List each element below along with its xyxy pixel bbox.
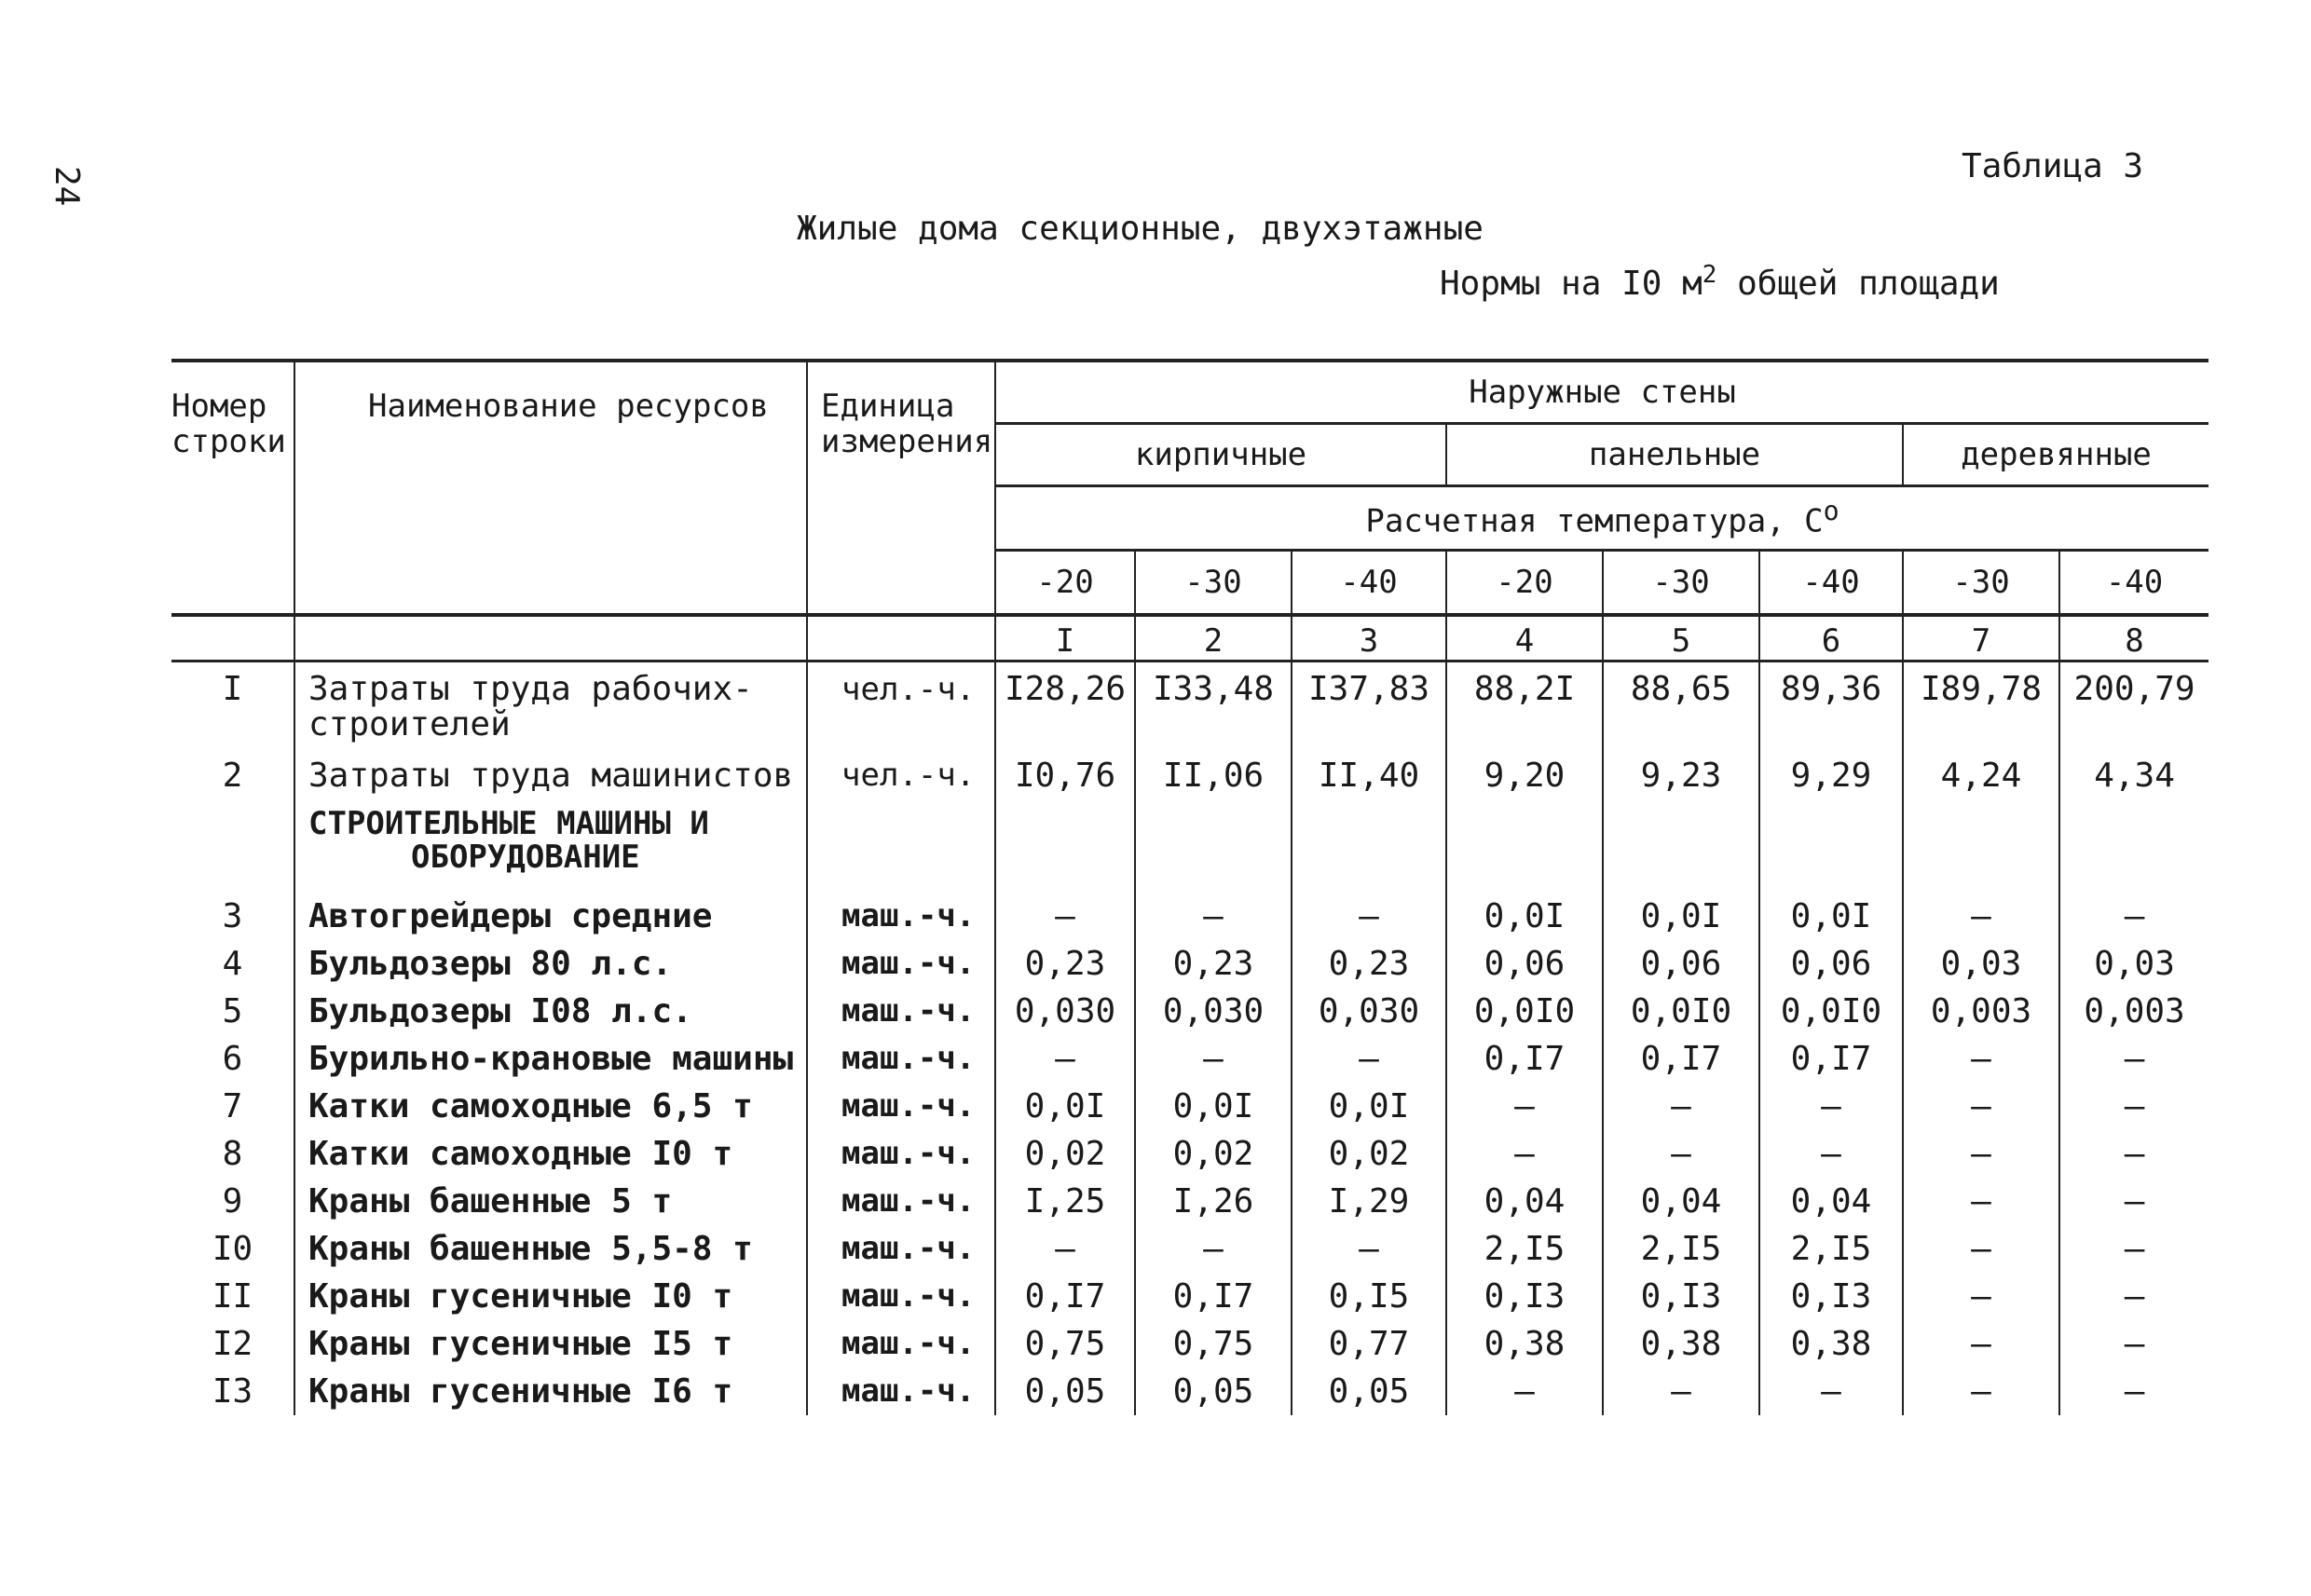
colnum-2: 2 — [1135, 615, 1292, 662]
empty-cell — [2059, 799, 2208, 893]
value-cell-col-4: 0,I3 — [1446, 1273, 1603, 1320]
unit-cell: чел.-ч. — [807, 662, 995, 753]
header-design-temp — [995, 486, 2208, 551]
resource-name: Катки самоходные 6,5 т — [294, 1083, 807, 1130]
row-number: 3 — [171, 893, 294, 940]
value-cell-col-5: – — [1603, 1368, 1759, 1415]
value-cell-col-1: – — [995, 893, 1135, 940]
colnum-6: 6 — [1759, 615, 1903, 662]
row-number: 9 — [171, 1178, 294, 1225]
colnum-5: 5 — [1603, 615, 1759, 662]
header-temp-6: -40 — [1759, 551, 1903, 616]
unit-cell: маш.-ч. — [807, 1178, 995, 1225]
value-cell-col-2: 0,23 — [1135, 940, 1292, 988]
row-number — [171, 799, 294, 893]
value-cell-col-4: 0,38 — [1446, 1320, 1603, 1368]
norms-subtitle-sup: 2 — [1702, 261, 1717, 289]
empty-cell — [1135, 799, 1292, 893]
table-row — [171, 1225, 2208, 1273]
resource-name: Краны гусеничные I6 т — [294, 1368, 807, 1415]
table-row — [171, 662, 2208, 753]
value-cell-col-3: – — [1292, 893, 1446, 940]
resource-name: Краны башенные 5,5-8 т — [294, 1225, 807, 1273]
value-cell-col-4: 0,06 — [1446, 940, 1603, 988]
table-row — [171, 1368, 2208, 1415]
unit-cell: маш.-ч. — [807, 1320, 995, 1368]
table-row — [171, 1083, 2208, 1130]
value-cell-col-5: 0,0I0 — [1603, 988, 1759, 1035]
header-design-temp-text: Расчетная температура, С — [1365, 502, 1824, 540]
value-cell-col-2: 0,05 — [1135, 1368, 1292, 1415]
value-cell-col-1: – — [995, 1225, 1135, 1273]
unit-cell: маш.-ч. — [807, 893, 995, 940]
value-cell-col-2: I,26 — [1135, 1178, 1292, 1225]
row-number: I — [171, 662, 294, 753]
resource-name: Бульдозеры 80 л.с. — [294, 940, 807, 988]
row-number: 8 — [171, 1130, 294, 1178]
value-cell-col-3: I37,83 — [1292, 662, 1446, 753]
row-number: I0 — [171, 1225, 294, 1273]
resource-name: Краны гусеничные I0 т — [294, 1273, 807, 1320]
table-row — [171, 988, 2208, 1035]
value-cell-col-4: – — [1446, 1130, 1603, 1178]
value-cell-col-1: I0,76 — [995, 752, 1135, 799]
header-row-number: Номер строки — [171, 361, 294, 615]
value-cell-col-8: 0,003 — [2059, 988, 2208, 1035]
row-number: 4 — [171, 940, 294, 988]
value-cell-col-8: – — [2059, 1035, 2208, 1083]
empty-cell — [1603, 799, 1759, 893]
header-wall-brick: кирпичные — [995, 424, 1446, 486]
section-heading-line1: СТРОИТЕЛЬНЫЕ МАШИНЫ И — [308, 805, 709, 842]
colnum-4: 4 — [1446, 615, 1603, 662]
value-cell-col-4: 0,0I0 — [1446, 988, 1603, 1035]
unit-cell: маш.-ч. — [807, 1130, 995, 1178]
value-cell-col-8: 0,03 — [2059, 940, 2208, 988]
header-outer-walls: Наружные стены — [995, 361, 2208, 424]
value-cell-col-7: – — [1903, 1273, 2059, 1320]
value-cell-col-5: 88,65 — [1603, 662, 1759, 753]
value-cell-col-3: II,40 — [1292, 752, 1446, 799]
table-row — [171, 752, 2208, 799]
empty-cell — [1759, 799, 1903, 893]
table-label: Таблица 3 — [1962, 147, 2144, 185]
row-number: I2 — [171, 1320, 294, 1368]
empty-cell — [1292, 799, 1446, 893]
table-row — [171, 1130, 2208, 1178]
value-cell-col-3: 0,0I — [1292, 1083, 1446, 1130]
value-cell-col-3: – — [1292, 1225, 1446, 1273]
norms-subtitle-tail: общей площади — [1716, 265, 2000, 303]
value-cell-col-1: 0,05 — [995, 1368, 1135, 1415]
value-cell-col-6: – — [1759, 1368, 1903, 1415]
value-cell-col-2: 0,02 — [1135, 1130, 1292, 1178]
table-row — [171, 893, 2208, 940]
value-cell-col-2: 0,75 — [1135, 1320, 1292, 1368]
colnum-empty-3 — [807, 615, 995, 662]
header-temp-5: -30 — [1603, 551, 1759, 616]
value-cell-col-1: 0,02 — [995, 1130, 1135, 1178]
value-cell-col-7: 0,03 — [1903, 940, 2059, 988]
value-cell-col-8: 200,79 — [2059, 662, 2208, 753]
colnum-empty-2 — [294, 615, 807, 662]
value-cell-col-8: – — [2059, 893, 2208, 940]
header-temp-7: -30 — [1903, 551, 2059, 616]
value-cell-col-7: 4,24 — [1903, 752, 2059, 799]
unit-cell: маш.-ч. — [807, 988, 995, 1035]
row-number: I3 — [171, 1368, 294, 1415]
table-row — [171, 1320, 2208, 1368]
empty-cell — [1903, 799, 2059, 893]
row-number: 7 — [171, 1083, 294, 1130]
resource-name: Затраты труда рабочих-строителей — [294, 662, 807, 753]
value-cell-col-7: – — [1903, 1368, 2059, 1415]
value-cell-col-2: – — [1135, 1035, 1292, 1083]
value-cell-col-5: 0,I7 — [1603, 1035, 1759, 1083]
value-cell-col-4: 0,I7 — [1446, 1035, 1603, 1083]
header-wall-panel: панельные — [1446, 424, 1903, 486]
value-cell-col-6: 0,I3 — [1759, 1273, 1903, 1320]
row-number: 5 — [171, 988, 294, 1035]
table-body — [171, 662, 2208, 1416]
header-temp-1: -20 — [995, 551, 1135, 616]
unit-cell: маш.-ч. — [807, 1083, 995, 1130]
value-cell-col-8: – — [2059, 1225, 2208, 1273]
norms-subtitle-text: Нормы на I0 м — [1440, 265, 1702, 303]
value-cell-col-6: 89,36 — [1759, 662, 1903, 753]
empty-cell — [1446, 799, 1603, 893]
value-cell-col-3: – — [1292, 1035, 1446, 1083]
value-cell-col-7: – — [1903, 1178, 2059, 1225]
unit-cell: маш.-ч. — [807, 1035, 995, 1083]
value-cell-col-3: I,29 — [1292, 1178, 1446, 1225]
value-cell-col-6: 2,I5 — [1759, 1225, 1903, 1273]
table-row — [171, 1178, 2208, 1225]
value-cell-col-5: – — [1603, 1083, 1759, 1130]
resource-name: Затраты труда машинистов — [294, 752, 807, 799]
resource-name: Краны башенные 5 т — [294, 1178, 807, 1225]
colnum-8: 8 — [2059, 615, 2208, 662]
value-cell-col-3: 0,I5 — [1292, 1273, 1446, 1320]
value-cell-col-1: I,25 — [995, 1178, 1135, 1225]
resource-name: Краны гусеничные I5 т — [294, 1320, 807, 1368]
value-cell-col-7: – — [1903, 1225, 2059, 1273]
unit-cell: маш.-ч. — [807, 1368, 995, 1415]
empty-cell — [995, 799, 1135, 893]
header-unit: Единица измерения — [807, 361, 995, 615]
value-cell-col-3: 0,05 — [1292, 1368, 1446, 1415]
value-cell-col-1: 0,0I — [995, 1083, 1135, 1130]
value-cell-col-8: – — [2059, 1083, 2208, 1130]
value-cell-col-3: 0,77 — [1292, 1320, 1446, 1368]
unit-cell: маш.-ч. — [807, 1273, 995, 1320]
header-design-temp-sup: o — [1823, 496, 1839, 527]
value-cell-col-6: 0,I7 — [1759, 1035, 1903, 1083]
value-cell-col-5: 9,23 — [1603, 752, 1759, 799]
value-cell-col-4: – — [1446, 1083, 1603, 1130]
value-cell-col-7: – — [1903, 1320, 2059, 1368]
value-cell-col-8: – — [2059, 1320, 2208, 1368]
value-cell-col-2: – — [1135, 893, 1292, 940]
value-cell-col-6: 0,04 — [1759, 1178, 1903, 1225]
header-wall-wood: деревянные — [1903, 424, 2208, 486]
value-cell-col-4: 9,20 — [1446, 752, 1603, 799]
header-resource-name: Наименование ресурсов — [294, 361, 807, 615]
value-cell-col-5: 0,06 — [1603, 940, 1759, 988]
resource-name: Бульдозеры I08 л.с. — [294, 988, 807, 1035]
value-cell-col-8: 4,34 — [2059, 752, 2208, 799]
value-cell-col-6: 0,0I — [1759, 893, 1903, 940]
value-cell-col-1: – — [995, 1035, 1135, 1083]
unit-cell: маш.-ч. — [807, 940, 995, 988]
value-cell-col-3: 0,23 — [1292, 940, 1446, 988]
unit-cell: маш.-ч. — [807, 1225, 995, 1273]
norms-subtitle — [1440, 261, 2000, 303]
value-cell-col-7: – — [1903, 1035, 2059, 1083]
header-temp-3: -40 — [1292, 551, 1446, 616]
value-cell-col-3: 0,030 — [1292, 988, 1446, 1035]
column-number-row — [171, 615, 2208, 662]
value-cell-col-8: – — [2059, 1178, 2208, 1225]
row-number: 6 — [171, 1035, 294, 1083]
table-row — [171, 1273, 2208, 1320]
value-cell-col-6: – — [1759, 1083, 1903, 1130]
value-cell-col-4: 88,2I — [1446, 662, 1603, 753]
value-cell-col-7: – — [1903, 1083, 2059, 1130]
value-cell-col-6: 0,06 — [1759, 940, 1903, 988]
value-cell-col-1: 0,I7 — [995, 1273, 1135, 1320]
empty-cell — [807, 799, 995, 893]
value-cell-col-6: – — [1759, 1130, 1903, 1178]
resource-norms-table — [171, 359, 2208, 1415]
value-cell-col-7: I89,78 — [1903, 662, 2059, 753]
colnum-7: 7 — [1903, 615, 2059, 662]
value-cell-col-5: 2,I5 — [1603, 1225, 1759, 1273]
table-row — [171, 1035, 2208, 1083]
value-cell-col-8: – — [2059, 1273, 2208, 1320]
value-cell-col-2: 0,I7 — [1135, 1273, 1292, 1320]
value-cell-col-6: 0,0I0 — [1759, 988, 1903, 1035]
value-cell-col-4: 2,I5 — [1446, 1225, 1603, 1273]
value-cell-col-5: 0,38 — [1603, 1320, 1759, 1368]
value-cell-col-2: II,06 — [1135, 752, 1292, 799]
value-cell-col-1: I28,26 — [995, 662, 1135, 753]
row-number: II — [171, 1273, 294, 1320]
colnum-empty-1 — [171, 615, 294, 662]
resource-name: Автогрейдеры средние — [294, 893, 807, 940]
value-cell-col-2: 0,0I — [1135, 1083, 1292, 1130]
value-cell-col-7: – — [1903, 893, 2059, 940]
unit-cell: чел.-ч. — [807, 752, 995, 799]
value-cell-col-5: 0,I3 — [1603, 1273, 1759, 1320]
value-cell-col-5: 0,04 — [1603, 1178, 1759, 1225]
header-temp-8: -40 — [2059, 551, 2208, 616]
table-row — [171, 940, 2208, 988]
value-cell-col-4: – — [1446, 1368, 1603, 1415]
resource-name: Катки самоходные I0 т — [294, 1130, 807, 1178]
value-cell-col-3: 0,02 — [1292, 1130, 1446, 1178]
header-temp-2: -30 — [1135, 551, 1292, 616]
value-cell-col-1: 0,23 — [995, 940, 1135, 988]
value-cell-col-2: – — [1135, 1225, 1292, 1273]
value-cell-col-6: 0,38 — [1759, 1320, 1903, 1368]
page-number: 24 — [48, 166, 86, 207]
value-cell-col-5: – — [1603, 1130, 1759, 1178]
colnum-1: I — [995, 615, 1135, 662]
section-heading-line2: ОБОРУДОВАНИЕ — [411, 839, 640, 876]
resource-name: Бурильно-крановые машины — [294, 1035, 807, 1083]
value-cell-col-7: – — [1903, 1130, 2059, 1178]
value-cell-col-2: I33,48 — [1135, 662, 1292, 753]
section-heading — [294, 799, 807, 893]
value-cell-col-4: 0,0I — [1446, 893, 1603, 940]
value-cell-col-8: – — [2059, 1130, 2208, 1178]
colnum-3: 3 — [1292, 615, 1446, 662]
value-cell-col-2: 0,030 — [1135, 988, 1292, 1035]
value-cell-col-5: 0,0I — [1603, 893, 1759, 940]
value-cell-col-1: 0,75 — [995, 1320, 1135, 1368]
value-cell-col-1: 0,030 — [995, 988, 1135, 1035]
table-row — [171, 799, 2208, 893]
value-cell-col-6: 9,29 — [1759, 752, 1903, 799]
value-cell-col-8: – — [2059, 1368, 2208, 1415]
value-cell-col-7: 0,003 — [1903, 988, 2059, 1035]
header-temp-4: -20 — [1446, 551, 1603, 616]
document-title: Жилые дома секционные, двухэтажные — [797, 210, 1484, 248]
row-number: 2 — [171, 752, 294, 799]
value-cell-col-4: 0,04 — [1446, 1178, 1603, 1225]
